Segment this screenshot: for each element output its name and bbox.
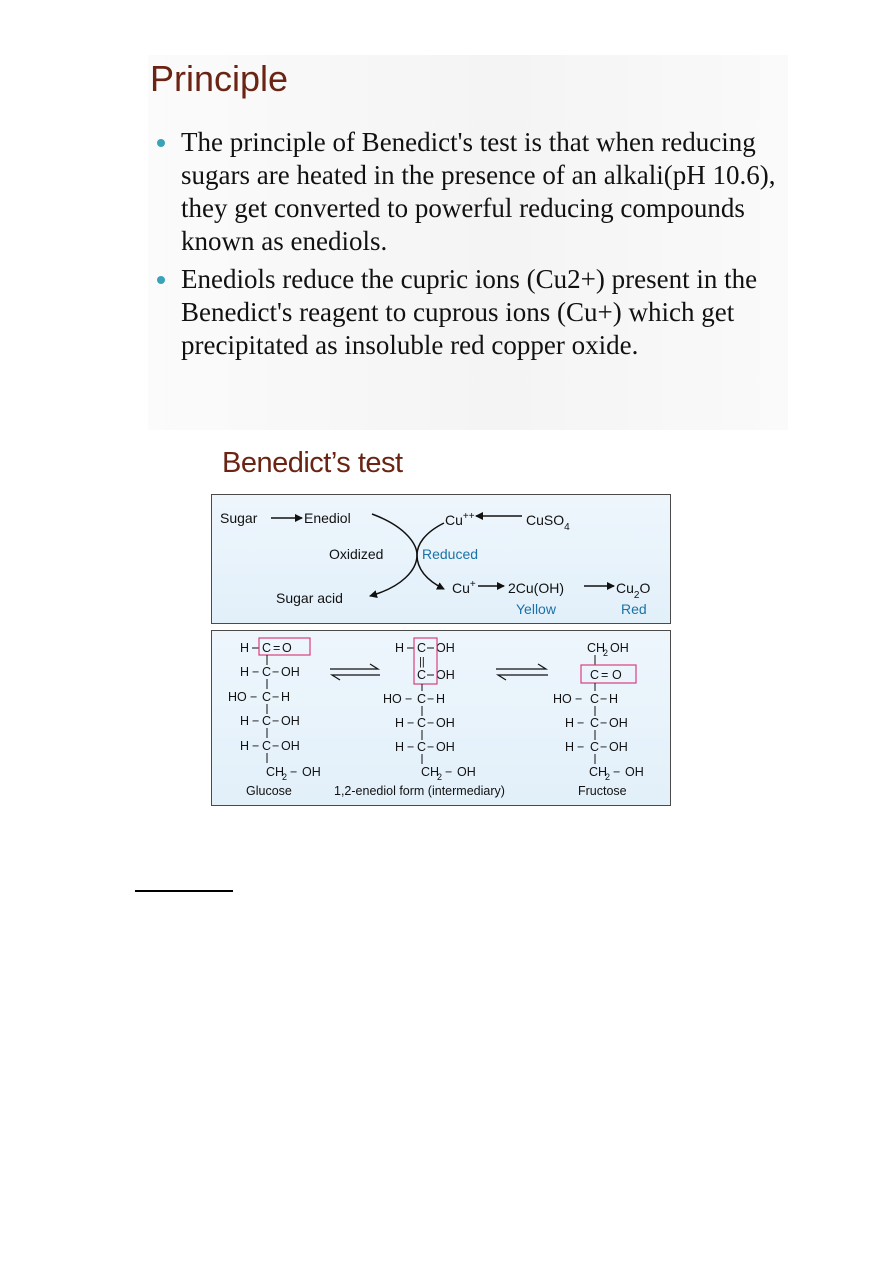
svg-text:−: − [272, 714, 280, 728]
svg-text:−: − [577, 716, 585, 730]
structures-panel [211, 630, 671, 806]
svg-text:HO: HO [383, 692, 402, 706]
svg-text:−: − [600, 692, 608, 706]
svg-text:C: C [262, 690, 272, 704]
svg-text:OH: OH [609, 716, 628, 730]
svg-text:CH: CH [589, 765, 608, 779]
equilibrium-arrow-icon [330, 664, 380, 680]
svg-text:H: H [281, 690, 291, 704]
svg-text:=: = [273, 641, 281, 655]
glucose-structure [228, 638, 321, 798]
bullet-text: The principle of Benedict's test is that when reducing sugars are heated in the presence of an alkali(pH 10.6), they get converted to powerful reducing compounds known as enediols. [181, 127, 776, 256]
svg-text:−: − [427, 716, 435, 730]
svg-text:C: C [262, 739, 272, 753]
svg-text:H: H [240, 714, 250, 728]
svg-text:H: H [565, 740, 575, 754]
svg-text:H: H [395, 740, 405, 754]
figure-title: Benedict’s test [222, 447, 403, 479]
svg-text:−: − [575, 692, 583, 706]
svg-text:C: C [417, 668, 427, 682]
svg-text:C: C [262, 641, 272, 655]
svg-text:OH: OH [281, 714, 300, 728]
enediol-structure [334, 638, 505, 798]
cu2o-label: $Cu_2O$ [616, 580, 651, 601]
svg-text:CH: CH [266, 765, 285, 779]
svg-text:C: C [590, 716, 600, 730]
svg-text:OH: OH [625, 765, 644, 779]
svg-text:OH: OH [281, 665, 300, 679]
svg-text:−: − [290, 765, 298, 779]
svg-text:2: 2 [605, 772, 611, 782]
svg-text:H: H [395, 641, 405, 655]
bullet-item [157, 126, 797, 258]
reaction-panel [211, 494, 671, 624]
svg-text:2: 2 [603, 648, 609, 658]
svg-text:OH: OH [436, 668, 455, 682]
svg-text:−: − [600, 716, 608, 730]
svg-text:H: H [436, 692, 446, 706]
cuprous-ion: Cu+ [452, 579, 476, 596]
svg-text:−: − [272, 690, 280, 704]
reaction-diagram [212, 495, 670, 623]
svg-text:−: − [405, 692, 413, 706]
fructose-structure [553, 641, 644, 798]
svg-text:−: − [272, 739, 280, 753]
svg-text:C: C [590, 692, 600, 706]
cuoh-label: 2Cu(OH) [508, 580, 565, 596]
svg-text:OH: OH [302, 765, 321, 779]
svg-text:O: O [282, 641, 292, 655]
svg-text:C: C [262, 714, 272, 728]
svg-text:OH: OH [281, 739, 300, 753]
svg-text:−: − [252, 714, 260, 728]
svg-text:C: C [590, 668, 600, 682]
yellow-label: Yellow [516, 601, 556, 617]
svg-text:CH: CH [587, 641, 606, 655]
svg-text:C: C [417, 740, 427, 754]
svg-text:H: H [240, 641, 250, 655]
svg-text:C: C [262, 665, 272, 679]
cupric-ion: Cu++ [445, 511, 475, 528]
svg-text:OH: OH [436, 740, 455, 754]
svg-text:O: O [612, 668, 622, 682]
fructose-label: Fructose [578, 784, 627, 798]
enediol-label: 1,2-enediol form (intermediary) [334, 784, 505, 798]
svg-text:=: = [601, 668, 609, 682]
bullet-text: Enediols reduce the cupric ions (Cu2+) present in the Benedict's reagent to cuprous ions (Cu+) which get precipitated as insoluble red copper oxide. [181, 264, 758, 360]
svg-text:C: C [417, 692, 427, 706]
equilibrium-arrow-icon [496, 664, 548, 680]
glucose-label: Glucose [246, 784, 292, 798]
bullet-dot-icon [157, 139, 165, 147]
reduced-label: Reduced [422, 546, 479, 562]
svg-text:C: C [417, 716, 427, 730]
svg-text:H: H [240, 739, 250, 753]
svg-text:H: H [240, 665, 250, 679]
svg-text:C: C [417, 641, 427, 655]
svg-text:||: || [419, 656, 425, 668]
bullet-list [157, 126, 797, 367]
svg-text:CH: CH [421, 765, 440, 779]
bullet-item [157, 263, 797, 362]
oxidized-label: Oxidized [329, 546, 384, 562]
slide-title: Principle [150, 58, 289, 99]
svg-text:OH: OH [457, 765, 476, 779]
enediol-label: Enediol [304, 510, 351, 526]
sugar-acid-label: Sugar acid [276, 590, 343, 606]
svg-text:HO: HO [553, 692, 572, 706]
svg-text:−: − [272, 665, 280, 679]
svg-text:OH: OH [436, 716, 455, 730]
svg-text:OH: OH [436, 641, 455, 655]
svg-text:−: − [250, 690, 258, 704]
svg-text:OH: OH [610, 641, 629, 655]
svg-text:2: 2 [282, 772, 288, 782]
svg-text:−: − [427, 692, 435, 706]
svg-text:−: − [427, 740, 435, 754]
svg-text:−: − [407, 740, 415, 754]
svg-text:−: − [252, 739, 260, 753]
svg-text:−: − [407, 716, 415, 730]
svg-text:H: H [565, 716, 575, 730]
bullet-dot-icon [157, 276, 165, 284]
svg-text:C: C [590, 740, 600, 754]
sugar-label: Sugar [220, 510, 258, 526]
svg-text:OH: OH [609, 740, 628, 754]
svg-text:−: − [445, 765, 453, 779]
svg-text:−: − [613, 765, 621, 779]
footer-rule [135, 890, 233, 892]
red-label: Red [621, 601, 647, 617]
svg-text:2: 2 [437, 772, 443, 782]
svg-text:−: − [600, 740, 608, 754]
svg-text:−: − [577, 740, 585, 754]
svg-text:−: − [252, 665, 260, 679]
svg-text:HO: HO [228, 690, 247, 704]
svg-text:H: H [395, 716, 405, 730]
cuso4-label: CuSO$_4$ [526, 512, 570, 533]
structures-diagram [212, 631, 669, 805]
svg-text:H: H [609, 692, 619, 706]
